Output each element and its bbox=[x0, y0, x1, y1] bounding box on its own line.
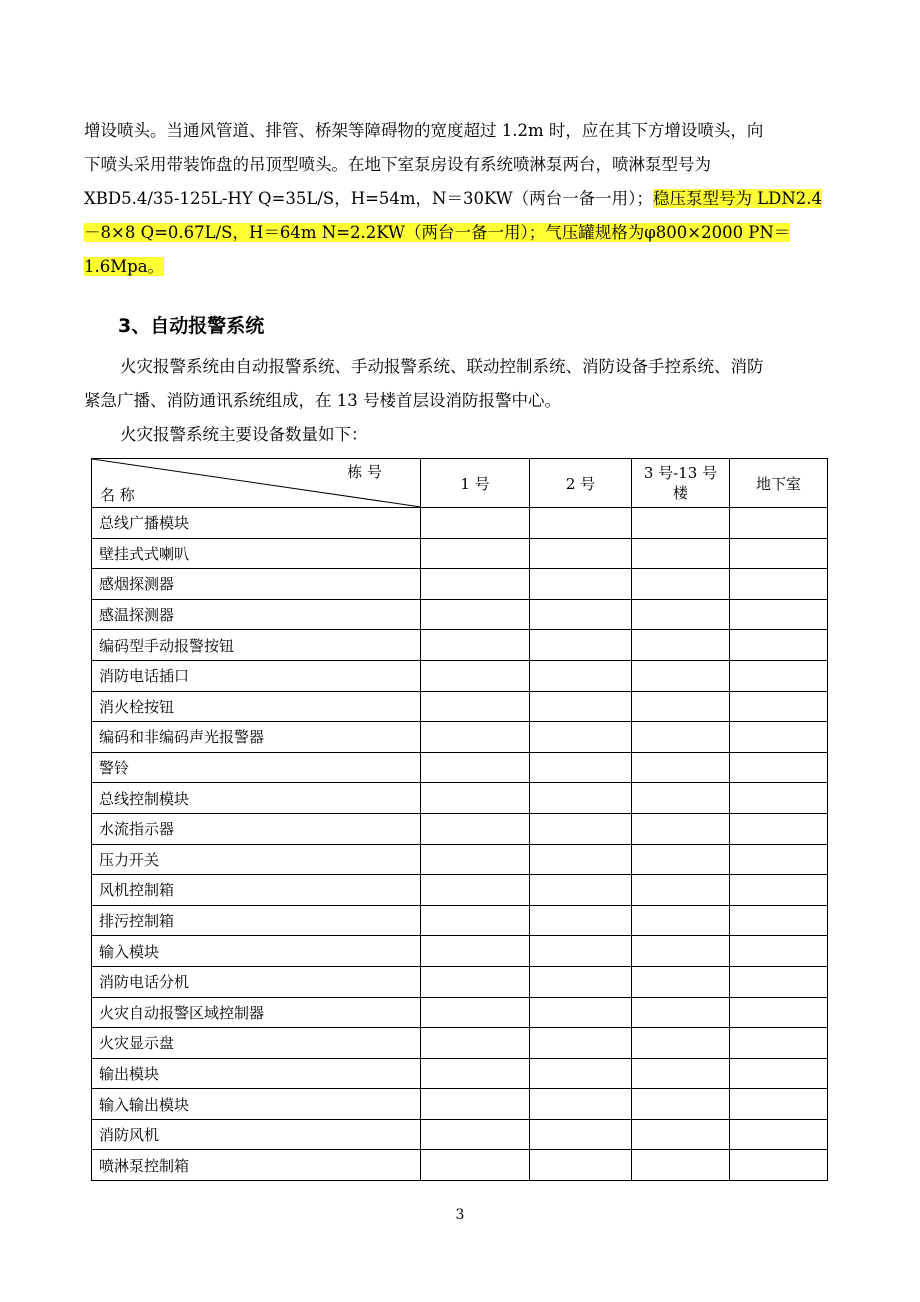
quantity-cell bbox=[530, 508, 632, 539]
quantity-cell bbox=[421, 569, 530, 600]
quantity-cell bbox=[530, 1058, 632, 1089]
quantity-cell bbox=[530, 752, 632, 783]
table-row bbox=[92, 905, 828, 936]
text-line: 下喷头采用带装饰盘的吊顶型喷头。在地下室泵房设有系统喷淋泵两台，喷淋泵型号为 bbox=[84, 155, 711, 174]
quantity-cell bbox=[730, 783, 828, 814]
quantity-cell bbox=[730, 599, 828, 630]
quantity-cell bbox=[632, 905, 730, 936]
quantity-cell bbox=[730, 538, 828, 569]
equipment-name: 排污控制箱 bbox=[92, 905, 421, 936]
quantity-cell bbox=[632, 508, 730, 539]
column-header bbox=[632, 459, 730, 508]
quantity-cell bbox=[421, 905, 530, 936]
quantity-cell bbox=[730, 1150, 828, 1181]
quantity-cell bbox=[632, 1028, 730, 1059]
quantity-cell bbox=[730, 905, 828, 936]
equipment-name: 输入输出模块 bbox=[92, 1089, 421, 1120]
equipment-name: 压力开关 bbox=[92, 844, 421, 875]
text-line bbox=[84, 216, 854, 250]
quantity-cell bbox=[632, 844, 730, 875]
quantity-cell bbox=[730, 1028, 828, 1059]
column-header-line: 楼 bbox=[672, 484, 688, 502]
paragraph-sprinkler bbox=[84, 114, 854, 284]
text-line: 火灾报警系统由自动报警系统、手动报警系统、联动控制系统、消防设备手控系统、消防 bbox=[120, 357, 764, 376]
quantity-cell bbox=[632, 1058, 730, 1089]
highlighted-text: －8×8 Q=0.67L/S，H＝64m N=2.2KW（两台一备一用）；气压罐规格为φ800×2000 PN＝ bbox=[84, 223, 791, 242]
table-row bbox=[92, 538, 828, 569]
equipment-name: 输入模块 bbox=[92, 936, 421, 967]
quantity-cell bbox=[530, 783, 632, 814]
quantity-cell bbox=[730, 722, 828, 753]
quantity-cell bbox=[632, 936, 730, 967]
table-row bbox=[92, 569, 828, 600]
quantity-cell bbox=[530, 569, 632, 600]
column-header: 2 号 bbox=[530, 459, 632, 508]
equipment-name: 火灾显示盘 bbox=[92, 1028, 421, 1059]
quantity-cell bbox=[530, 1119, 632, 1150]
equipment-name: 警铃 bbox=[92, 752, 421, 783]
quantity-cell bbox=[421, 752, 530, 783]
quantity-cell bbox=[730, 1089, 828, 1120]
quantity-cell bbox=[730, 752, 828, 783]
table-row bbox=[92, 875, 828, 906]
equipment-name: 感烟探测器 bbox=[92, 569, 421, 600]
quantity-cell bbox=[632, 875, 730, 906]
equipment-name: 火灾自动报警区域控制器 bbox=[92, 997, 421, 1028]
header-building-label: 栋 号 bbox=[347, 463, 382, 481]
section-heading: 3、自动报警系统 bbox=[118, 315, 265, 337]
equipment-name: 消防电话分机 bbox=[92, 966, 421, 997]
table-row bbox=[92, 1028, 828, 1059]
quantity-cell bbox=[730, 966, 828, 997]
quantity-cell bbox=[530, 722, 632, 753]
column-header: 地下室 bbox=[730, 459, 828, 508]
quantity-cell bbox=[421, 813, 530, 844]
table-row bbox=[92, 508, 828, 539]
quantity-cell bbox=[530, 1150, 632, 1181]
table-row bbox=[92, 936, 828, 967]
table-row bbox=[92, 997, 828, 1028]
table-intro: 火灾报警系统主要设备数量如下： bbox=[120, 425, 368, 444]
quantity-cell bbox=[530, 966, 632, 997]
quantity-cell bbox=[530, 630, 632, 661]
quantity-cell bbox=[730, 1119, 828, 1150]
quantity-cell bbox=[730, 508, 828, 539]
equipment-name: 总线广播模块 bbox=[92, 508, 421, 539]
quantity-cell bbox=[530, 599, 632, 630]
quantity-cell bbox=[730, 691, 828, 722]
equipment-name: 总线控制模块 bbox=[92, 783, 421, 814]
quantity-cell bbox=[730, 936, 828, 967]
quantity-cell bbox=[632, 691, 730, 722]
equipment-name: 消防风机 bbox=[92, 1119, 421, 1150]
table-row bbox=[92, 966, 828, 997]
quantity-cell bbox=[730, 660, 828, 691]
table-row bbox=[92, 660, 828, 691]
highlighted-text: 1.6Mpa。 bbox=[84, 257, 165, 276]
equipment-name: 喷淋泵控制箱 bbox=[92, 1150, 421, 1181]
quantity-cell bbox=[530, 936, 632, 967]
quantity-cell bbox=[421, 1058, 530, 1089]
text-line: 紧急广播、消防通讯系统组成，在 13 号楼首层设消防报警中心。 bbox=[84, 391, 561, 410]
header-name-label: 名 称 bbox=[100, 486, 135, 504]
quantity-cell bbox=[421, 508, 530, 539]
text-line bbox=[84, 182, 854, 216]
quantity-cell bbox=[530, 1089, 632, 1120]
quantity-cell bbox=[530, 1028, 632, 1059]
column-header-line: 3 号-13 号 bbox=[643, 464, 718, 482]
quantity-cell bbox=[421, 630, 530, 661]
quantity-cell bbox=[421, 1028, 530, 1059]
quantity-cell bbox=[632, 813, 730, 844]
equipment-name: 消防电话插口 bbox=[92, 660, 421, 691]
text-line: 增设喷头。当通风管道、排管、桥架等障碍物的宽度超过 1.2m 时，应在其下方增设喷头，向 bbox=[84, 121, 764, 140]
table-row bbox=[92, 783, 828, 814]
table-row bbox=[92, 1119, 828, 1150]
table-row bbox=[92, 1058, 828, 1089]
diagonal-header-cell bbox=[92, 459, 421, 508]
quantity-cell bbox=[421, 997, 530, 1028]
table-row bbox=[92, 722, 828, 753]
quantity-cell bbox=[730, 569, 828, 600]
equipment-name: 壁挂式式喇叭 bbox=[92, 538, 421, 569]
quantity-cell bbox=[530, 538, 632, 569]
quantity-cell bbox=[530, 844, 632, 875]
quantity-cell bbox=[421, 1150, 530, 1181]
text-line bbox=[84, 250, 854, 284]
quantity-cell bbox=[421, 1119, 530, 1150]
quantity-cell bbox=[632, 1089, 730, 1120]
equipment-name: 消火栓按钮 bbox=[92, 691, 421, 722]
quantity-cell bbox=[421, 660, 530, 691]
quantity-cell bbox=[421, 936, 530, 967]
quantity-cell bbox=[421, 875, 530, 906]
equipment-name: 水流指示器 bbox=[92, 813, 421, 844]
text-plain: XBD5.4/35-125L-HY Q=35L/S，H=54m，N＝30KW（两台一备一用）； bbox=[84, 189, 653, 208]
quantity-cell bbox=[632, 722, 730, 753]
quantity-cell bbox=[632, 538, 730, 569]
quantity-cell bbox=[530, 997, 632, 1028]
column-header: 1 号 bbox=[421, 459, 530, 508]
quantity-cell bbox=[421, 691, 530, 722]
quantity-cell bbox=[421, 844, 530, 875]
paragraph-alarm-system bbox=[84, 350, 854, 452]
quantity-cell bbox=[632, 599, 730, 630]
equipment-name: 编码和非编码声光报警器 bbox=[92, 722, 421, 753]
quantity-cell bbox=[530, 813, 632, 844]
table-row bbox=[92, 1089, 828, 1120]
quantity-cell bbox=[421, 1089, 530, 1120]
equipment-table bbox=[91, 458, 828, 1181]
table-header-row bbox=[92, 459, 828, 508]
table-row bbox=[92, 1150, 828, 1181]
quantity-cell bbox=[632, 966, 730, 997]
quantity-cell bbox=[632, 630, 730, 661]
table-row bbox=[92, 691, 828, 722]
table-row bbox=[92, 599, 828, 630]
equipment-name: 风机控制箱 bbox=[92, 875, 421, 906]
quantity-cell bbox=[632, 997, 730, 1028]
quantity-cell bbox=[730, 844, 828, 875]
quantity-cell bbox=[421, 783, 530, 814]
quantity-cell bbox=[530, 660, 632, 691]
equipment-name: 感温探测器 bbox=[92, 599, 421, 630]
quantity-cell bbox=[730, 1058, 828, 1089]
quantity-cell bbox=[730, 997, 828, 1028]
quantity-cell bbox=[530, 905, 632, 936]
highlighted-text: 稳压泵型号为 LDN2.4 bbox=[652, 189, 823, 208]
quantity-cell bbox=[632, 1119, 730, 1150]
page-number: 3 bbox=[455, 1207, 465, 1223]
equipment-name: 输出模块 bbox=[92, 1058, 421, 1089]
equipment-name: 编码型手动报警按钮 bbox=[92, 630, 421, 661]
table-row bbox=[92, 752, 828, 783]
quantity-cell bbox=[421, 966, 530, 997]
quantity-cell bbox=[730, 875, 828, 906]
quantity-cell bbox=[421, 599, 530, 630]
table-row bbox=[92, 844, 828, 875]
quantity-cell bbox=[421, 722, 530, 753]
quantity-cell bbox=[632, 660, 730, 691]
quantity-cell bbox=[632, 783, 730, 814]
table-row bbox=[92, 630, 828, 661]
quantity-cell bbox=[530, 691, 632, 722]
quantity-cell bbox=[421, 538, 530, 569]
quantity-cell bbox=[632, 569, 730, 600]
table-row bbox=[92, 813, 828, 844]
quantity-cell bbox=[530, 875, 632, 906]
quantity-cell bbox=[730, 630, 828, 661]
quantity-cell bbox=[632, 752, 730, 783]
quantity-cell bbox=[730, 813, 828, 844]
quantity-cell bbox=[632, 1150, 730, 1181]
